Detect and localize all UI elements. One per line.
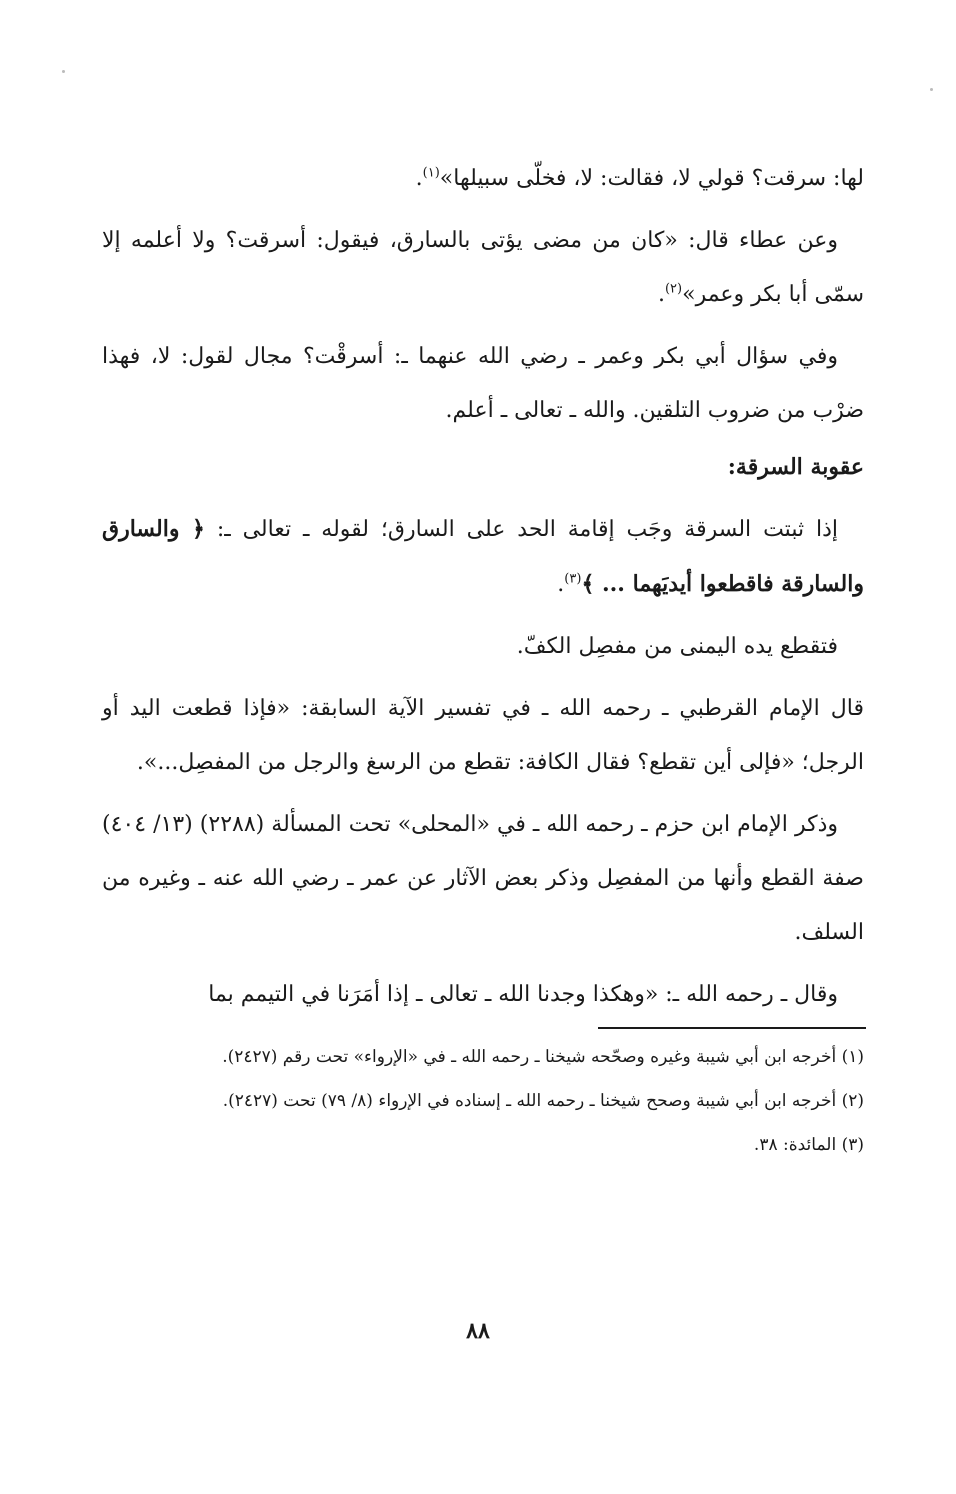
- paragraph: قال الإمام القرطبي ـ رحمه الله ـ في تفسير الآية السابقة: «فإذا قطعت اليد أو الرجل؛ «فإلى أين تقطع؟ فقال الكافة: تقطع من الرسغ والرجل من المفصِل...».: [102, 696, 864, 775]
- footnote: (٢) أخرجه ابن أبي شيبة وصحح شيخنا ـ رحمه الله ـ إسناده في الإرواء (٨/ ٧٩) تحت (٢٤٢٧).: [222, 1091, 864, 1111]
- paragraph: وقال ـ رحمه الله ـ: «وهكذا وجدنا الله ـ تعالى ـ إذا أمَرَنا في التيمم بما: [208, 982, 838, 1007]
- quran-verse: ﴿ والسارق والسارقة فاقطعوا أيديَهما ... ﴾: [102, 516, 864, 597]
- scan-speck: [62, 70, 65, 73]
- paragraph: وذكر الإمام ابن حزم ـ رحمه الله ـ في «المحلى» تحت المسألة (٢٢٨٨) (١٣/ ٤٠٤) صفة القطع وأنها من المفصِل وذكر بعض الآثار عن عمر ـ رضي الله عنه ـ وغيره من السلف.: [102, 812, 864, 945]
- footnote-ref: (١): [422, 165, 440, 181]
- paragraph: وعن عطاء قال: «كان من مضى يؤتى بالسارق، فيقول: أسرقت؟ ولا أعلمه إلا سمّى أبا بكر وعمر»$^{(٢)}$.: [102, 228, 864, 307]
- footnote: (١) أخرجه ابن أبي شيبة وغيره وصحّحه شيخنا ـ رحمه الله ـ في «الإرواء» تحت رقم (٢٤٢٧).: [222, 1047, 864, 1067]
- footnotes: [102, 1038, 864, 1170]
- paragraph: وفي سؤال أبي بكر وعمر ـ رضي الله عنهما ـ: أسرقْت؟ مجال لقول: لا، فهذا ضرْب من ضروب التلقين. والله ـ تعالى ـ أعلم.: [102, 344, 864, 423]
- scan-speck: [930, 88, 933, 91]
- footnote: (٣) المائدة: ٣٨.: [753, 1135, 864, 1155]
- paragraph: لها: سرقت؟ قولي لا، فقالت: لا، فخلّى سبيلها»$^{(١)}$.: [415, 165, 864, 191]
- footnote-ref: (٢): [664, 281, 683, 297]
- paragraph: إذا ثبتت السرقة وجَب إقامة الحد على السارق؛ لقوله ـ تعالى ـ: ﴿ والسارق والسارقة فاقطعوا أيديَهما ... ﴾$^{(٣)}$.: [102, 516, 864, 597]
- page-number: ٨٨: [466, 1318, 490, 1344]
- paragraph: فتقطع يده اليمنى من مفصِل الكفّ.: [516, 634, 838, 659]
- footnote-separator: [598, 1027, 866, 1029]
- main-text: [102, 152, 864, 1022]
- section-heading: عقوبة السرقة:: [727, 454, 864, 480]
- footnote-ref: (٣): [564, 571, 582, 587]
